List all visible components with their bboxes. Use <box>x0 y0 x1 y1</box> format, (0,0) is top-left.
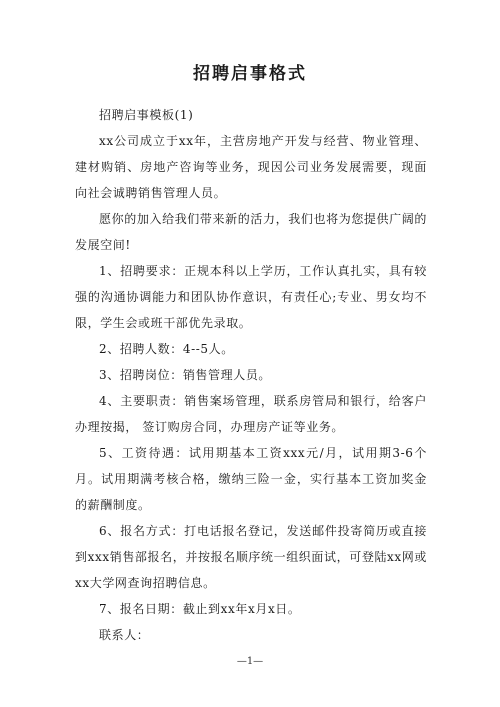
paragraph-template-heading: 招聘启事模板(1) <box>99 108 194 122</box>
paragraph-deadline: 7、报名日期：截止到xx年x月x日。 <box>99 602 301 616</box>
paragraph-responsibilities: 4、主要职责：销售案场管理，联系房管局和银行，给客户办理按揭， 签订购房合同，办理房产证等业务。 <box>75 394 427 434</box>
paragraph-salary: 5、工资待遇：试用期基本工资xxx元/月，试用期3-6个月。试用期满考核合格，缴纳三险一金，实行基本工资加奖金的薪酬制度。 <box>75 446 427 512</box>
paragraph-requirements: 1、招聘要求：正规本科以上学历，工作认真扎实，具有较强的沟通协调能力和团队协作意识，有责任心;专业、男女均不限，学生会或班干部优先录取。 <box>75 264 427 330</box>
paragraph-company-intro: xx公司成立于xx年，主营房地产开发与经营、物业管理、建材购销、房地产咨询等业务，现因公司业务发展需要，现面向社会诚聘销售管理人员。 <box>75 134 427 200</box>
paragraph-headcount: 2、招聘人数：4--5人。 <box>99 342 234 356</box>
page-title: 招聘启事格式 <box>193 64 307 84</box>
document-body <box>75 102 427 648</box>
paragraph-welcome: 愿你的加入给我们带来新的活力，我们也将为您提供广阔的发展空间! <box>75 212 427 252</box>
page-number: —1— <box>236 656 264 667</box>
paragraph-application-method: 6、报名方式：打电话报名登记，发送邮件投寄简历或直接到xxx销售部报名，并按报名顺序统一组织面试，可登陆xx网或xx大学网查询招聘信息。 <box>75 524 427 590</box>
paragraph-position: 3、招聘岗位：销售管理人员。 <box>99 368 272 382</box>
paragraph-contact: 联系人： <box>99 628 150 642</box>
